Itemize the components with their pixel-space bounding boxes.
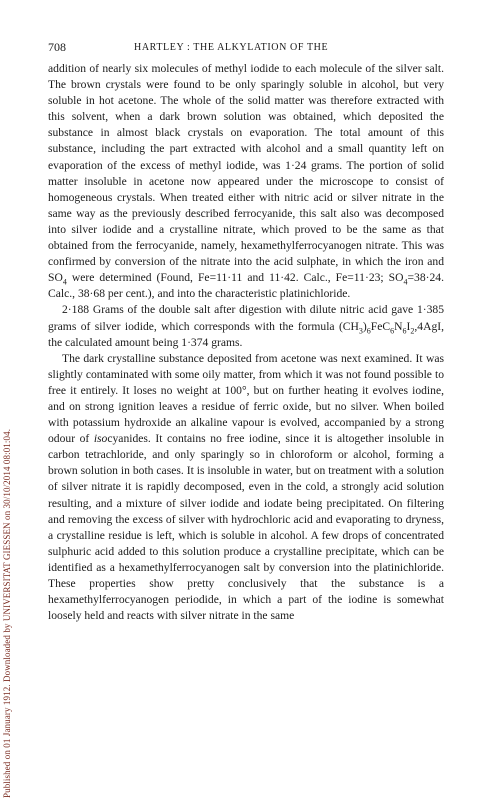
page-header bbox=[48, 40, 444, 56]
text-run: were determined (Found, Fe=11·11 and 11·42. Calc., Fe=11·23; SO bbox=[66, 271, 404, 285]
text-run: addition of nearly six molecules of methyl iodide to each molecule of the silver salt. The brown crystals were found to be only sparingly soluble in alcohol, but very soluble in hot acetone. The whole of the solid matter was therefore extracted with this solvent, when a dark brown solution was obtained, which deposited the substance in almost black crystals on evaporation. The total amount of this substance, including the part extracted with alcohol and a small quantity left on evaporation of the excess of methyl iodide, was 1·24 grams. The portion of solid matter insoluble in acetone now appeared under the microscope to consist of homogeneous crystals. When treated either with nitric acid or silver nitrate in the same way as the previously described ferrocyanide, this salt also was decomposed into silver iodide and a crystalline nitrate, which proved to be the same as that obtained from the ferrocyanide, namely, hexamethylferrocyanogen nitrate. This was confirmed by conversion of the nitrate into the acid sulphate, in which the iron and SO bbox=[48, 62, 444, 285]
italic-text: iso bbox=[93, 432, 108, 446]
text-run: The dark crystalline substance deposited from acetone was next examined. It was slightly contaminated with some oily matter, from which it was not found possible to free it entirely. It loses no weight at 100°, but on further heating it evolves iodine, and on strong ignition leaves a residue of ferric oxide, but no silver. When boiled with potassium hydroxide an alkaline vapour is evolved, accompanied by a strong odour of bbox=[48, 351, 444, 446]
paragraph bbox=[48, 61, 444, 302]
subscript: 4 bbox=[62, 277, 67, 287]
subscript: 6 bbox=[390, 325, 395, 335]
article-body bbox=[48, 61, 444, 624]
subscript: 4 bbox=[403, 277, 408, 287]
text-run: ) bbox=[362, 319, 367, 333]
text-run: ,4AgI, the calculated amount being 1·374 grams. bbox=[48, 319, 444, 349]
subscript: 6 bbox=[366, 325, 371, 335]
paragraph bbox=[48, 302, 444, 350]
paragraph bbox=[48, 351, 444, 625]
subscript: 3 bbox=[358, 325, 363, 335]
download-watermark: Published on 01 January 1912. Downloaded by UNIVERSITAT GIESSEN on 30/10/2014 08:01:04. bbox=[2, 428, 12, 798]
subscript: 6 bbox=[402, 325, 407, 335]
page-number: 708 bbox=[48, 40, 66, 54]
subscript: 2 bbox=[410, 325, 415, 335]
running-head: HARTLEY : THE ALKYLATION OF THE bbox=[134, 42, 329, 53]
text-run: 2·188 Grams of the double salt after digestion with dilute nitric acid gave 1·385 grams of silver iodide, which corresponds with the formula (CH bbox=[48, 303, 444, 333]
text-run: N bbox=[394, 319, 403, 333]
text-run: cyanides. It contains no free iodine, since it is altogether insoluble in carbon tetrachloride, and only sparingly so in chloroform or alcohol, forming a brown solution in both cases. It is insoluble in water, but on treatment with a solution of silver nitrate it is rapidly decomposed, even in the cold, a strongly acid solution resulting, and a mixture of silver iodide and iodate being precipitated. On filtering and removing the excess of silver with hydrochloric acid and evaporating to dryness, a crystalline residue is left, which is soluble in alcohol. A few drops of concentrated sulphuric acid added to this solution produce a crystalline precipitate, which can be identified as a hexamethylferrocyanogen salt by conversion into the platinichloride. These properties show pretty conclusively that the substance is a hexamethylferrocyanogen periodide, in which a part of the iodine is somewhat loosely held and reacts with silver nitrate in the same bbox=[48, 432, 444, 623]
text-run: =38·24. Calc., 38·68 per cent.), and into the characteristic platinichloride. bbox=[48, 271, 444, 301]
text-run: FeC bbox=[370, 319, 391, 333]
text-run: I bbox=[406, 319, 411, 333]
